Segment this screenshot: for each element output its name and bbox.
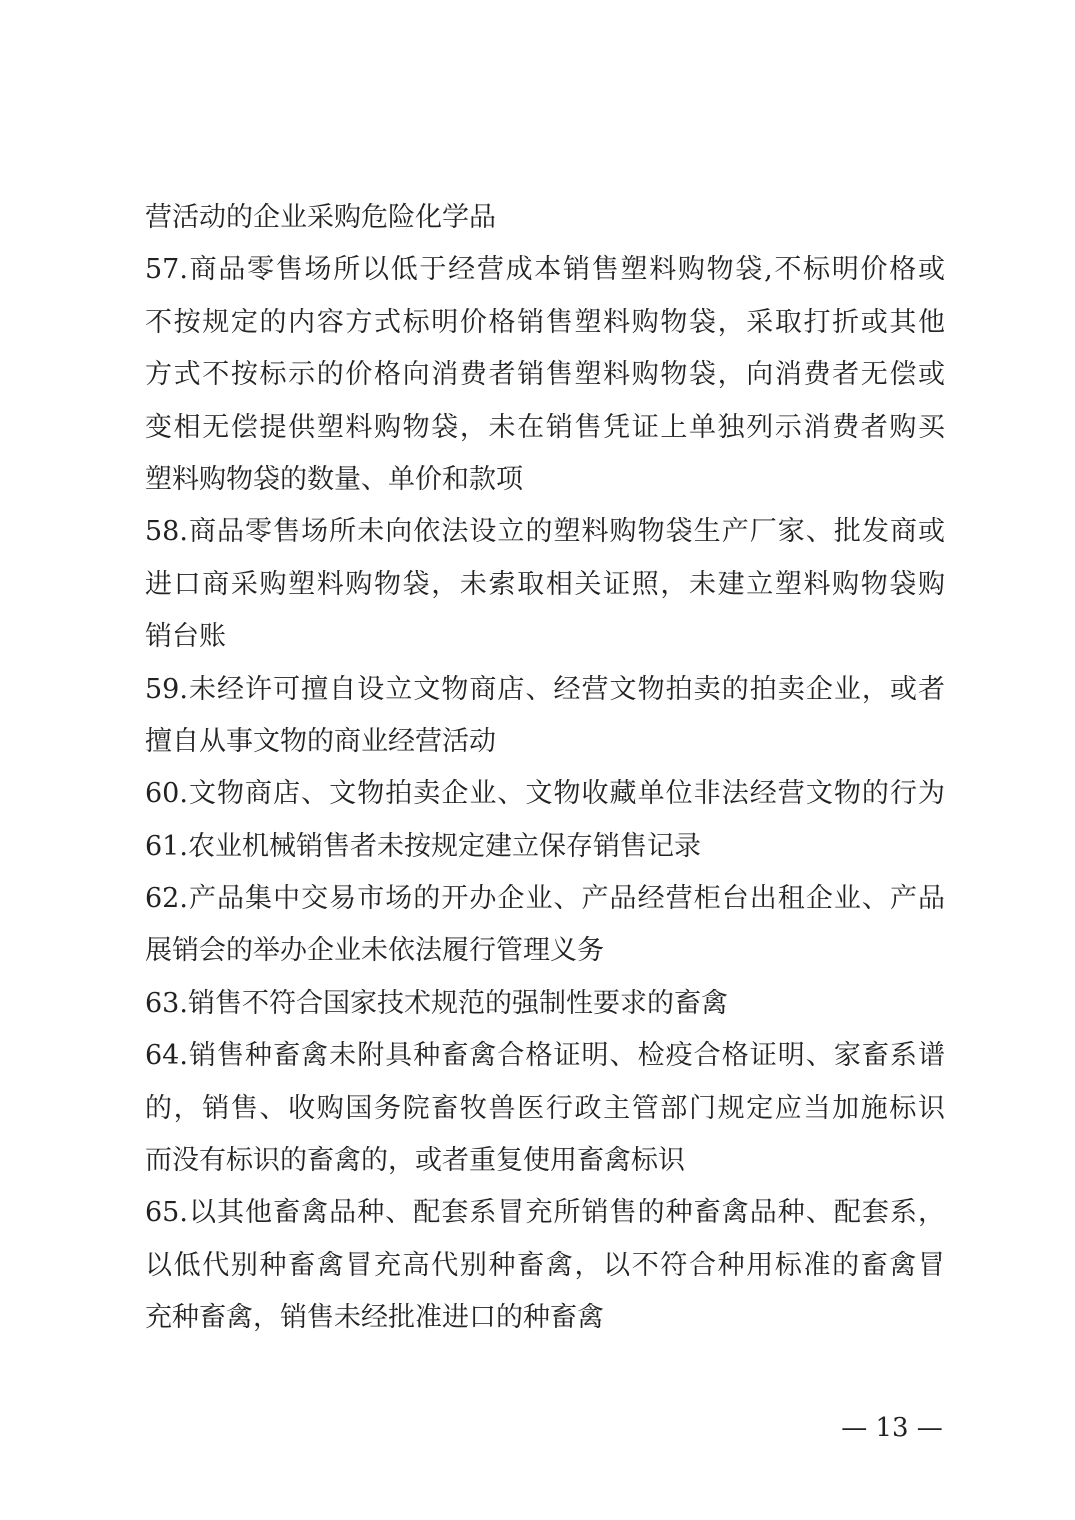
text-line: 以低代别种畜禽冒充高代别种畜禽，以不符合种用标准的畜禽冒 [145, 1249, 945, 1281]
text-line: 的，销售、收购国务院畜牧兽医行政主管部门规定应当加施标识 [145, 1092, 945, 1124]
text-line: 而没有标识的畜禽的，或者重复使用畜禽标识 [145, 1145, 685, 1177]
text-line: 营活动的企业采购危险化学品 [145, 202, 496, 233]
text-line: 擅自从事文物的商业经营活动 [145, 725, 496, 757]
document-body [145, 192, 945, 1345]
text-line: 61.农业机械销售者未按规定建立保存销售记录 [145, 830, 701, 862]
text-line: 不按规定的内容方式标明价格销售塑料购物袋，采取打折或其他 [145, 306, 945, 338]
text-line: 65.以其他畜禽品种、配套系冒充所销售的种畜禽品种、配套系， [145, 1197, 945, 1229]
text-line: 59.未经许可擅自设立文物商店、经营文物拍卖的拍卖企业，或者 [145, 673, 945, 705]
page-number: — 13 — [841, 1413, 943, 1443]
text-line: 57.商品零售场所以低于经营成本销售塑料购物袋,不标明价格或 [145, 254, 945, 286]
text-line: 销台账 [145, 621, 226, 653]
text-line: 充种畜禽，销售未经批准进口的种畜禽 [145, 1302, 604, 1334]
text-line: 展销会的举办企业未依法履行管理义务 [145, 935, 604, 967]
text-line: 60.文物商店、文物拍卖企业、文物收藏单位非法经营文物的行为 [145, 778, 945, 810]
text-line: 64.销售种畜禽未附具种畜禽合格证明、检疫合格证明、家畜系谱 [145, 1040, 945, 1072]
text-line: 方式不按标示的价格向消费者销售塑料购物袋，向消费者无偿或 [145, 359, 945, 391]
text-line: 变相无偿提供塑料购物袋，未在销售凭证上单独列示消费者购买 [145, 411, 945, 443]
text-line: 58.商品零售场所未向依法设立的塑料购物袋生产厂家、批发商或 [145, 516, 945, 548]
text-line: 进口商采购塑料购物袋，未索取相关证照，未建立塑料购物袋购 [145, 568, 945, 600]
text-line: 塑料购物袋的数量、单价和款项 [145, 463, 523, 495]
text-line: 63.销售不符合国家技术规范的强制性要求的畜禽 [145, 987, 728, 1019]
text-line: 62.产品集中交易市场的开办企业、产品经营柜台出租企业、产品 [145, 883, 945, 915]
